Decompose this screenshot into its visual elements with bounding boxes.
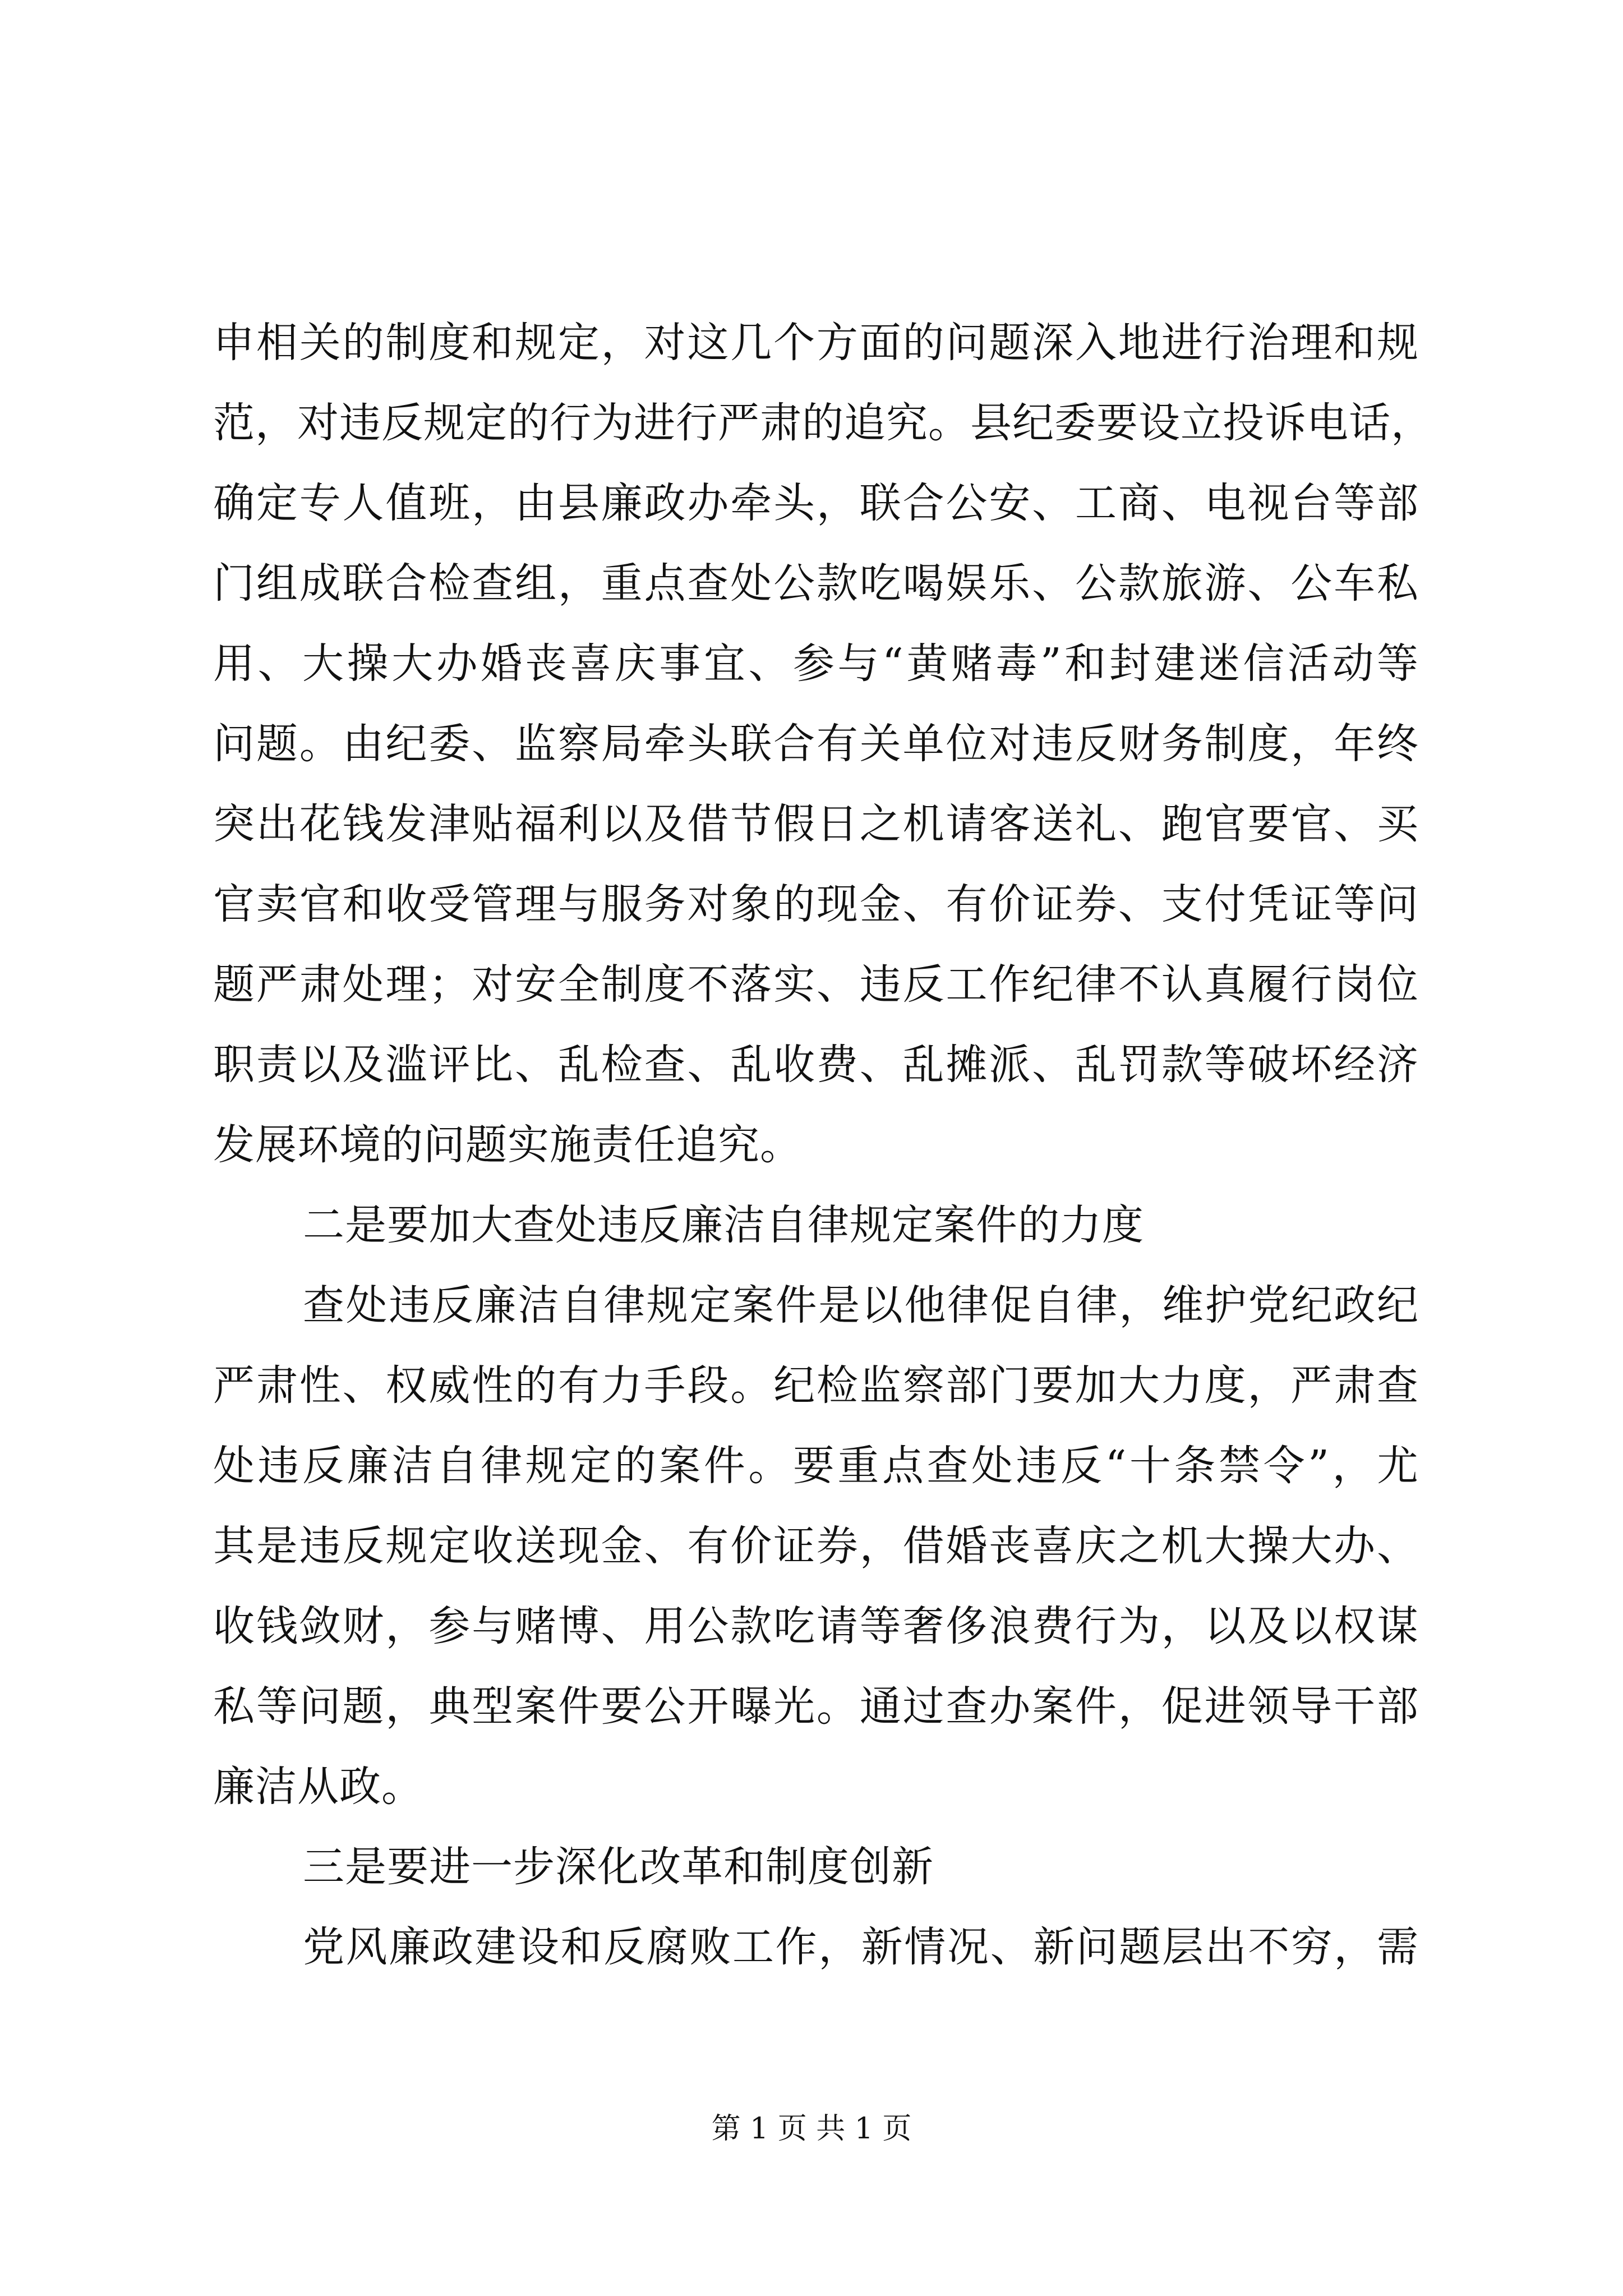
paragraph-line: 申相关的制度和规定，对这几个方面的问题深入地进行治理和规: [213, 319, 1419, 367]
section-heading: 三是要进一步深化改革和制度创新: [303, 1843, 934, 1891]
paragraph-line: 题严肃处理；对安全制度不落实、违反工作纪律不认真履行岗位: [213, 960, 1419, 1009]
paragraph-line: 查处违反廉洁自律规定案件是以他律促自律，维护党纪政纪: [303, 1281, 1419, 1329]
paragraph-line: 处违反廉洁自律规定的案件。要重点查处违反“十条禁令”，尤: [213, 1442, 1419, 1490]
paragraph-line: 发展环境的问题实施责任追究。: [213, 1121, 802, 1169]
paragraph-line: 收钱敛财，参与赌博、用公款吃请等奢侈浪费行为，以及以权谋: [213, 1602, 1419, 1650]
paragraph-line: 用、大操大办婚丧喜庆事宜、参与“黄赌毒”和封建迷信活动等: [213, 639, 1419, 688]
paragraph-line: 廉洁从政。: [213, 1763, 423, 1811]
page-number-footer: 第 1 页 共 1 页: [711, 2112, 912, 2146]
paragraph-line: 党风廉政建设和反腐败工作，新情况、新问题层出不穷，需: [303, 1923, 1419, 1971]
paragraph-line: 严肃性、权威性的有力手段。纪检监察部门要加大力度，严肃查: [213, 1361, 1419, 1410]
paragraph-line: 门组成联合检查组，重点查处公款吃喝娱乐、公款旅游、公车私: [213, 559, 1419, 608]
paragraph-line: 突出花钱发津贴福利以及借节假日之机请客送礼、跑官要官、买: [213, 800, 1419, 848]
paragraph-line: 职责以及滥评比、乱检查、乱收费、乱摊派、乱罚款等破坏经济: [213, 1041, 1419, 1089]
paragraph-line: 官卖官和收受管理与服务对象的现金、有价证券、支付凭证等问: [213, 880, 1419, 928]
section-heading: 二是要加大查处违反廉洁自律规定案件的力度: [303, 1201, 1144, 1249]
paragraph-line: 问题。由纪委、监察局牵头联合有关单位对违反财务制度，年终: [213, 720, 1419, 768]
paragraph-line: 确定专人值班，由县廉政办牵头，联合公安、工商、电视台等部: [213, 479, 1419, 527]
paragraph-line: 其是违反规定收送现金、有价证券，借婚丧喜庆之机大操大办、: [213, 1522, 1419, 1570]
paragraph-line: 私等问题，典型案件要公开曝光。通过查办案件，促进领导干部: [213, 1682, 1419, 1731]
document-body: [213, 303, 1433, 1987]
paragraph-line: 范，对违反规定的行为进行严肃的追究。县纪委要设立投诉电话，: [213, 399, 1433, 447]
